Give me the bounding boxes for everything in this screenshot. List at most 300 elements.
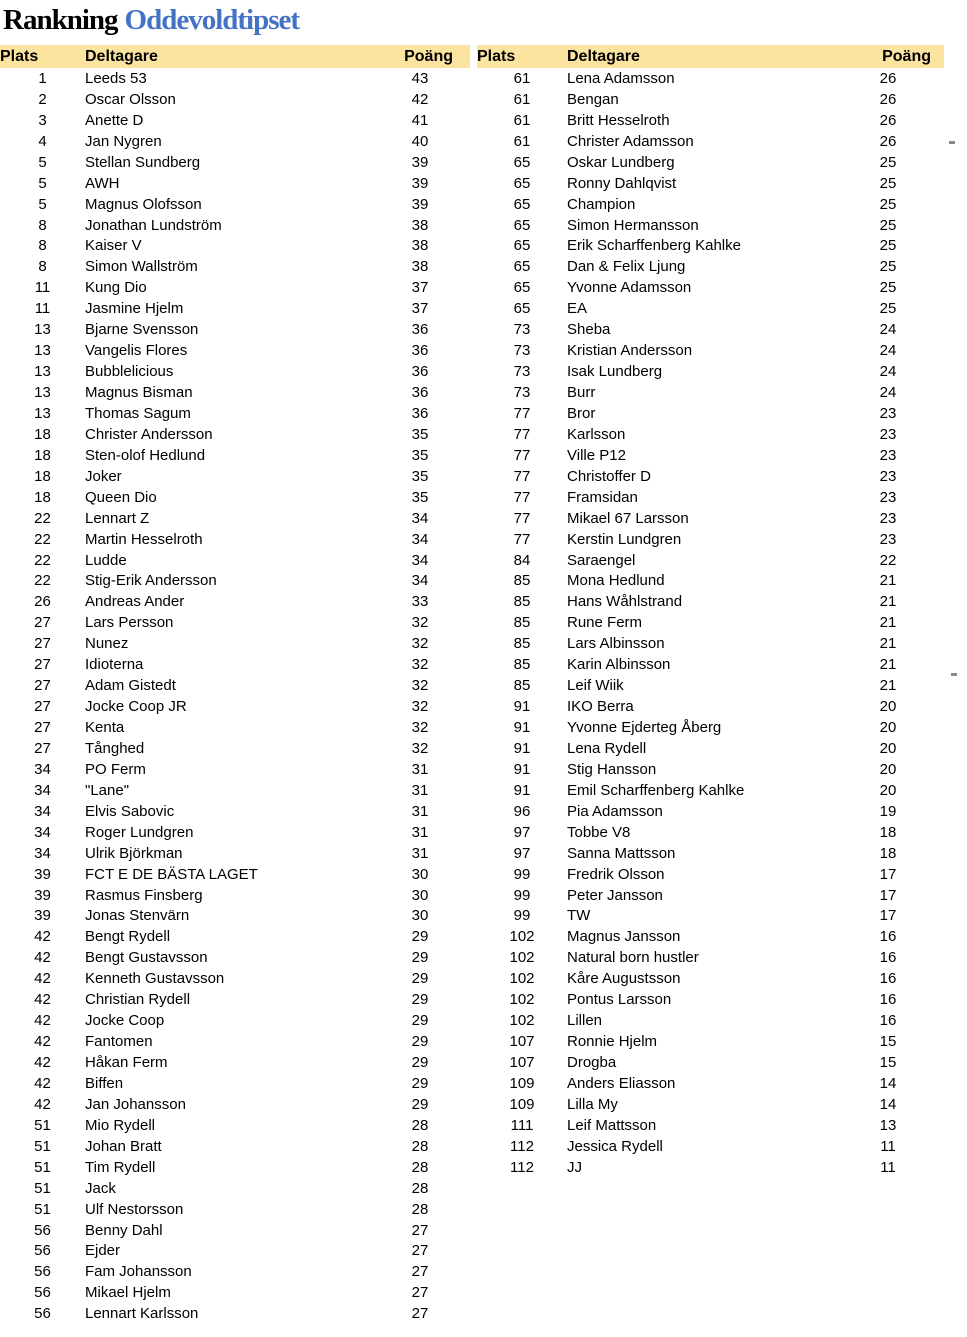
plats-cell: 13 [34,363,51,381]
table-row [477,1052,944,1073]
plats-cell: 85 [513,593,531,611]
points-cell: 38 [411,216,429,234]
table-row [477,1136,944,1157]
participant-cell: Kaiser V [85,237,142,255]
points-cell: 19 [879,802,897,820]
points-cell: 32 [411,614,429,632]
participant-cell: Jocke Coop JR [85,698,187,716]
participant-cell: Sanna Mattsson [567,844,676,862]
points-cell: 27 [411,1305,429,1323]
points-cell: 18 [879,823,897,841]
table-row [477,424,944,445]
participant-cell: Saraengel [567,551,636,569]
header-row [477,45,944,68]
plats-cell: 27 [34,656,51,674]
table-row [477,843,944,864]
points-cell: 11 [880,1137,896,1155]
points-cell: 26 [879,132,897,150]
table-row [0,173,470,194]
points-cell: 25 [879,174,897,192]
participant-cell: Mio Rydell [85,1116,156,1134]
participant-cell: Adam Gistedt [85,677,176,695]
points-cell: 38 [411,258,429,276]
plats-cell: 99 [513,865,531,883]
table-row [477,340,944,361]
participant-cell: Thomas Sagum [85,404,191,422]
participant-cell: PO Ferm [85,760,146,778]
points-cell: 34 [411,551,429,569]
participant-cell: Jack [85,1179,116,1197]
points-cell: 29 [411,991,429,1009]
points-cell: 28 [411,1200,429,1218]
participant-cell: Lars Albinsson [567,635,665,653]
plats-cell: 27 [34,719,51,737]
table-row [0,591,470,612]
table-row [0,1052,470,1073]
table-row [477,612,944,633]
participant-cell: Bror [567,404,596,422]
table-row [0,424,470,445]
participant-cell: Karin Albinsson [567,656,671,674]
points-cell: 23 [879,530,897,548]
participant-cell: IKO Berra [567,698,634,716]
table-row [0,508,470,529]
participant-cell: Ronny Dahlqvist [567,174,677,192]
participant-cell: Drogba [567,1054,617,1072]
table-row [477,1157,944,1178]
column-header-deltagare: Deltagare [567,45,832,68]
plats-cell: 22 [34,551,51,569]
points-cell: 32 [411,719,429,737]
participant-cell: Fantomen [85,1033,153,1051]
points-cell: 16 [879,949,897,967]
plats-cell: 5 [38,174,47,192]
plats-cell: 4 [38,132,47,150]
table-row [0,989,470,1010]
participant-cell: Queen Dio [85,488,157,506]
points-cell: 15 [879,1054,897,1072]
table-row [477,968,944,989]
participant-cell: Jessica Rydell [567,1137,663,1155]
table-row [477,382,944,403]
points-cell: 32 [411,739,429,757]
points-cell: 16 [879,991,897,1009]
points-cell: 29 [411,1095,429,1113]
plats-cell: 22 [34,572,51,590]
plats-cell: 65 [513,216,531,234]
table-row [0,361,470,382]
participant-cell: Hans Wåhlstrand [567,593,683,611]
plats-cell: 27 [34,698,51,716]
participant-cell: Emil Scharffenberg Kahlke [567,781,745,799]
participant-cell: Christer Adamsson [567,132,694,150]
participant-cell: Kerstin Lundgren [567,530,682,548]
points-cell: 38 [411,237,429,255]
plats-cell: 8 [38,216,47,234]
table-row [477,403,944,424]
column-header-plats: Plats [477,45,567,68]
plats-cell: 77 [513,404,531,422]
page-break-mark [949,141,955,144]
points-cell: 16 [879,928,897,946]
participant-cell: Oskar Lundberg [567,153,675,171]
participant-cell: Martin Hesselroth [85,530,203,548]
points-cell: 41 [411,111,429,129]
table-row [477,1010,944,1031]
participant-cell: Lennart Karlsson [85,1305,199,1323]
table-row [0,340,470,361]
table-row [0,529,470,550]
participant-cell: Mikael 67 Larsson [567,509,689,527]
participant-cell: Christian Rydell [85,991,191,1009]
participant-cell: Yvonne Adamsson [567,279,692,297]
participant-cell: Christer Andersson [85,425,213,443]
table-row [0,319,470,340]
points-cell: 11 [880,1158,896,1176]
plats-cell: 8 [38,237,47,255]
plats-cell: 85 [513,635,531,653]
points-cell: 20 [879,739,897,757]
plats-cell: 73 [513,321,531,339]
column-header-deltagare: Deltagare [85,45,370,68]
plats-cell: 51 [34,1137,51,1155]
plats-cell: 51 [34,1158,51,1176]
table-row [477,780,944,801]
participant-cell: Bengan [567,90,619,108]
plats-cell: 73 [513,363,531,381]
participant-cell: Idioterna [85,656,144,674]
table-row [477,633,944,654]
points-cell: 29 [411,1012,429,1030]
table-row [0,1136,470,1157]
plats-cell: 85 [513,677,531,695]
points-cell: 30 [411,907,429,925]
table-row [0,110,470,131]
participant-cell: Kenneth Gustavsson [85,970,225,988]
points-cell: 28 [411,1137,429,1155]
table-row [0,1115,470,1136]
table-row [477,298,944,319]
participant-cell: Rune Ferm [567,614,643,632]
points-cell: 27 [411,1221,429,1239]
points-cell: 23 [879,509,897,527]
points-cell: 35 [411,488,429,506]
plats-cell: 51 [34,1116,51,1134]
plats-cell: 11 [34,279,51,297]
participant-cell: Mona Hedlund [567,572,665,590]
plats-cell: 56 [34,1242,51,1260]
plats-cell: 97 [513,844,531,862]
participant-cell: Jan Johansson [85,1095,186,1113]
table-row [0,382,470,403]
plats-cell: 11 [34,300,51,318]
table-row [477,1031,944,1052]
points-cell: 16 [879,1012,897,1030]
points-cell: 36 [411,363,429,381]
plats-cell: 34 [34,802,51,820]
points-cell: 31 [411,823,429,841]
participant-cell: Bengt Gustavsson [85,949,208,967]
plats-cell: 26 [34,593,51,611]
points-cell: 29 [411,970,429,988]
plats-cell: 97 [513,823,531,841]
table-row [477,1073,944,1094]
participant-cell: Jasmine Hjelm [85,300,184,318]
plats-cell: 18 [34,488,51,506]
participant-cell: Champion [567,195,636,213]
table-row [477,319,944,340]
plats-cell: 91 [513,698,531,716]
plats-cell: 65 [513,174,531,192]
points-cell: 26 [879,69,897,87]
plats-cell: 96 [513,802,531,820]
points-cell: 37 [411,279,429,297]
participant-cell: Ejder [85,1242,121,1260]
plats-cell: 56 [34,1284,51,1302]
points-cell: 32 [411,677,429,695]
table-row [477,989,944,1010]
points-cell: 25 [879,153,897,171]
points-cell: 14 [879,1074,897,1092]
table-row [0,675,470,696]
plats-cell: 111 [510,1116,534,1134]
table-row [477,926,944,947]
participant-cell: Peter Jansson [567,886,663,904]
table-row [477,885,944,906]
points-cell: 23 [879,446,897,464]
plats-cell: 22 [34,509,51,527]
participant-cell: Lena Adamsson [567,69,675,87]
table-row [0,277,470,298]
points-cell: 28 [411,1158,429,1176]
participant-cell: Stig Hansson [567,760,657,778]
participant-cell: Nunez [85,635,129,653]
points-cell: 29 [411,1054,429,1072]
table-row [477,696,944,717]
plats-cell: 56 [34,1305,51,1323]
plats-cell: 42 [34,991,51,1009]
plats-cell: 61 [513,90,531,108]
table-row [0,445,470,466]
points-cell: 27 [411,1263,429,1281]
points-cell: 36 [411,342,429,360]
participant-cell: Natural born hustler [567,949,699,967]
participant-cell: Tim Rydell [85,1158,156,1176]
table-row [0,696,470,717]
participant-cell: Christoffer D [567,467,651,485]
plats-cell: 42 [34,928,51,946]
points-cell: 28 [411,1179,429,1197]
points-cell: 13 [879,1116,897,1134]
points-cell: 21 [879,635,897,653]
plats-cell: 13 [34,321,51,339]
points-cell: 23 [879,467,897,485]
table-row [0,717,470,738]
participant-cell: Jan Nygren [85,132,162,150]
table-row [0,801,470,822]
participant-cell: Tobbe V8 [567,823,631,841]
table-row [0,1010,470,1031]
table-row [0,68,470,89]
participant-cell: Kristian Andersson [567,342,693,360]
plats-cell: 56 [34,1263,51,1281]
participant-cell: Britt Hesselroth [567,111,670,129]
plats-cell: 102 [509,991,535,1009]
participant-cell: Lennart Z [85,509,150,527]
points-cell: 15 [879,1033,897,1051]
plats-cell: 13 [34,404,51,422]
points-cell: 34 [411,509,429,527]
points-cell: 21 [879,572,897,590]
points-cell: 39 [411,174,429,192]
points-cell: 29 [411,1033,429,1051]
plats-cell: 84 [513,551,531,569]
plats-cell: 73 [513,342,531,360]
plats-cell: 61 [513,69,531,87]
plats-cell: 27 [34,635,51,653]
points-cell: 25 [879,195,897,213]
points-cell: 24 [879,321,897,339]
points-cell: 20 [879,698,897,716]
plats-cell: 65 [513,279,531,297]
plats-cell: 99 [513,886,531,904]
table-row [0,1031,470,1052]
table-row [477,906,944,927]
plats-cell: 91 [513,781,531,799]
ranking-table-left [0,45,470,1324]
plats-cell: 91 [513,739,531,757]
table-row [0,968,470,989]
points-cell: 35 [411,446,429,464]
table-row [0,612,470,633]
participant-cell: Kenta [85,719,125,737]
points-cell: 23 [879,404,897,422]
plats-cell: 42 [34,1074,51,1092]
plats-cell: 61 [513,132,531,150]
participant-cell: Ulf Nestorsson [85,1200,184,1218]
points-cell: 18 [879,844,897,862]
participant-cell: Håkan Ferm [85,1054,168,1072]
table-row [0,759,470,780]
plats-cell: 65 [513,237,531,255]
plats-cell: 109 [509,1095,535,1113]
plats-cell: 85 [513,572,531,590]
points-cell: 17 [879,865,897,883]
participant-cell: Vangelis Flores [85,342,188,360]
participant-cell: Elvis Sabovic [85,802,175,820]
participant-cell: "Lane" [85,781,130,799]
plats-cell: 91 [513,719,531,737]
plats-cell: 56 [34,1221,51,1239]
table-row [477,361,944,382]
participant-cell: Isak Lundberg [567,363,663,381]
table-row [477,173,944,194]
table-row [0,298,470,319]
plats-cell: 65 [513,300,531,318]
plats-cell: 22 [34,530,51,548]
participant-cell: Ronnie Hjelm [567,1033,658,1051]
points-cell: 36 [411,321,429,339]
plats-cell: 85 [513,614,531,632]
plats-cell: 102 [509,1012,535,1030]
table-row [0,131,470,152]
participant-cell: Anette D [85,111,144,129]
points-cell: 40 [411,132,429,150]
table-row [0,864,470,885]
plats-cell: 102 [509,928,535,946]
plats-cell: 77 [513,530,531,548]
participant-cell: Mikael Hjelm [85,1284,171,1302]
participant-cell: Tånghed [85,739,145,757]
table-row [0,843,470,864]
participant-cell: Karlsson [567,425,626,443]
participant-cell: TW [567,907,591,925]
plats-cell: 42 [34,1033,51,1051]
table-row [0,256,470,277]
table-row [477,801,944,822]
participant-cell: AWH [85,174,120,192]
plats-cell: 42 [34,949,51,967]
participant-cell: Johan Bratt [85,1137,162,1155]
points-cell: 29 [411,949,429,967]
plats-cell: 27 [34,739,51,757]
participant-cell: Jonathan Lundström [85,216,222,234]
table-row [0,1073,470,1094]
points-cell: 25 [879,237,897,255]
plats-cell: 34 [34,823,51,841]
participant-cell: FCT E DE BÄSTA LAGET [85,865,258,883]
table-row [477,236,944,257]
points-cell: 21 [879,614,897,632]
plats-cell: 34 [34,781,51,799]
plats-cell: 27 [34,614,51,632]
table-row [0,1261,470,1282]
column-header-poang: Poäng [370,45,470,68]
participant-cell: Joker [85,467,122,485]
table-row [477,759,944,780]
table-row [477,571,944,592]
points-cell: 35 [411,467,429,485]
plats-cell: 18 [34,467,51,485]
table-row [0,152,470,173]
participant-cell: Yvonne Ejderteg Åberg [567,719,722,737]
page-break-mark [951,673,957,676]
plats-cell: 2 [38,90,47,108]
participant-cell: Roger Lundgren [85,823,194,841]
table-row [0,780,470,801]
table-row [477,738,944,759]
plats-cell: 5 [38,195,47,213]
plats-cell: 85 [513,656,531,674]
participant-cell: Benny Dahl [85,1221,163,1239]
points-cell: 23 [879,425,897,443]
points-cell: 31 [411,844,429,862]
table-row [0,466,470,487]
plats-cell: 39 [34,865,51,883]
points-cell: 25 [879,279,897,297]
participant-cell: Jocke Coop [85,1012,165,1030]
page-title [3,3,299,37]
plats-cell: 51 [34,1179,51,1197]
table-row [477,152,944,173]
points-cell: 28 [411,1116,429,1134]
table-row [477,487,944,508]
participant-cell: Pontus Larsson [567,991,672,1009]
plats-cell: 107 [509,1033,535,1051]
table-row [0,1303,470,1324]
plats-cell: 34 [34,844,51,862]
table-row [0,926,470,947]
